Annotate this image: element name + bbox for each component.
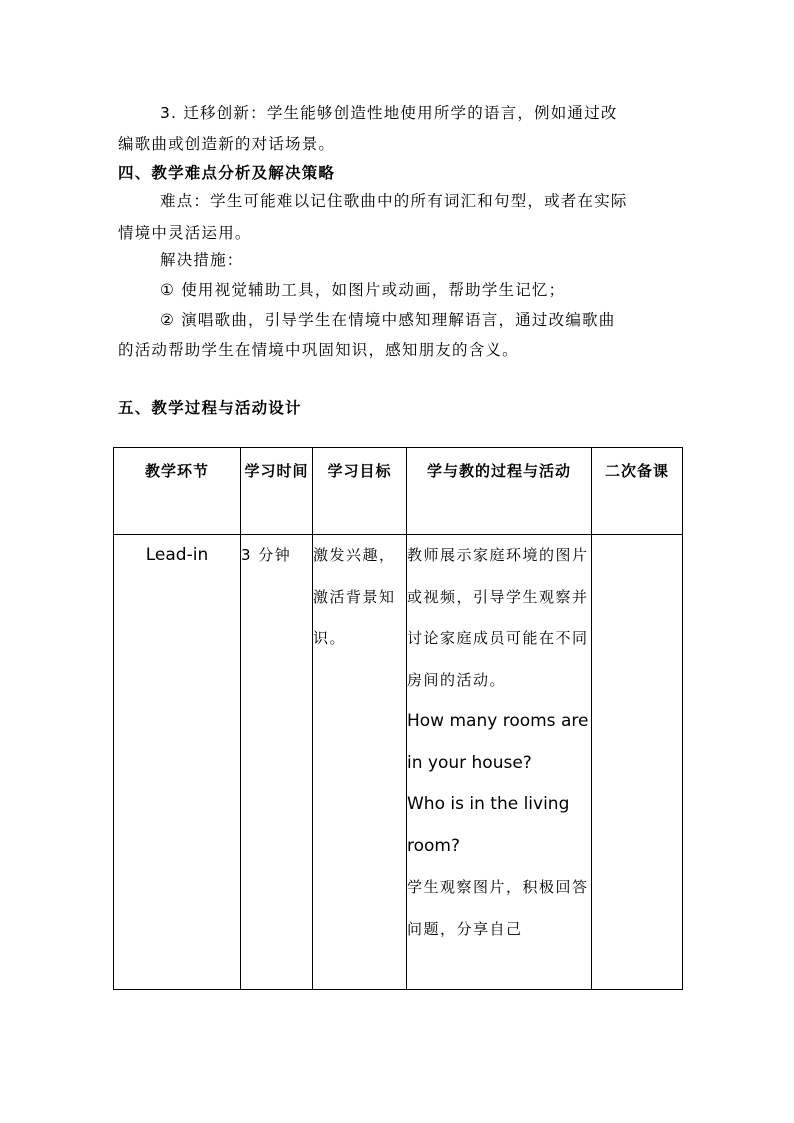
measure-2-line1: ② 演唱歌曲，引导学生在情境中感知理解语言，通过改编歌曲 <box>160 311 616 329</box>
table-row <box>114 535 683 990</box>
section-heading-4: 四、教学难点分析及解决策略 <box>118 164 336 182</box>
section-heading-5: 五、教学过程与活动设计 <box>118 399 302 417</box>
objective-item-3-line2: 编歌曲或创造新的对话场景。 <box>118 135 336 153</box>
cell-goal: 激发兴趣，激活背景知识。 <box>313 535 407 990</box>
question-1: How many rooms are in your house? <box>407 711 589 773</box>
header-second-prep: 二次备课 <box>592 448 683 535</box>
header-process: 学与教的过程与活动 <box>407 448 592 535</box>
lesson-plan-table <box>113 447 683 990</box>
header-time: 学习时间 <box>241 448 313 535</box>
measure-1: ① 使用视觉辅助工具，如图片或动画，帮助学生记忆； <box>160 281 566 299</box>
cell-second-prep <box>592 535 683 990</box>
objective-item-3-line1: 3. 迁移创新：学生能够创造性地使用所学的语言，例如通过改 <box>160 104 618 122</box>
difficulty-line2: 情境中灵活运用。 <box>118 224 252 242</box>
difficulty-line1: 难点：学生可能难以记住歌曲中的所有词汇和句型，或者在实际 <box>160 192 628 210</box>
measures-label: 解决措施： <box>160 251 244 269</box>
cell-process <box>407 535 592 990</box>
process-intro: 教师展示家庭环境的图片或视频，引导学生观察并讨论家庭成员可能在不同房间的活动。 <box>407 546 589 689</box>
question-2: Who is in the living room? <box>407 794 570 856</box>
cell-stage: Lead-in <box>114 535 241 990</box>
header-stage: 教学环节 <box>114 448 241 535</box>
measure-2-line2: 的活动帮助学生在情境中巩固知识，感知朋友的含义。 <box>118 341 519 359</box>
header-goal: 学习目标 <box>313 448 407 535</box>
table-header-row <box>114 448 683 535</box>
cell-time: 3 分钟 <box>241 535 313 990</box>
process-outro: 学生观察图片，积极回答问题，分享自己 <box>407 878 589 938</box>
